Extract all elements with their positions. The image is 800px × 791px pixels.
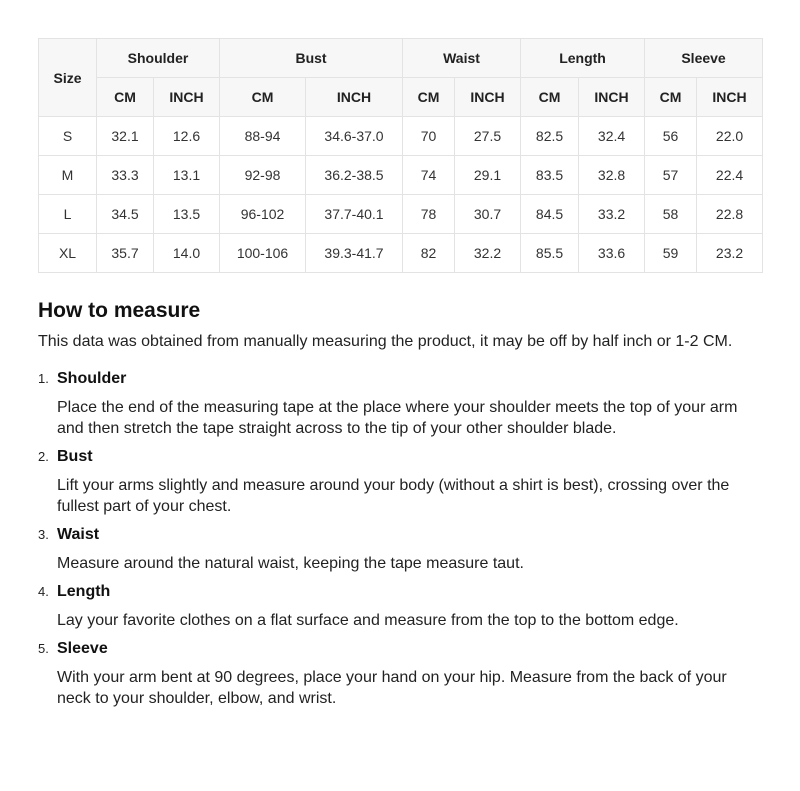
- table-cell: 58: [645, 195, 697, 234]
- table-cell: 34.6-37.0: [306, 117, 403, 156]
- step-bust: [38, 446, 764, 517]
- bust-column-header: Bust: [220, 39, 403, 78]
- size-cell: XL: [39, 234, 97, 273]
- table-row: [39, 156, 763, 195]
- unit-header: INCH: [306, 78, 403, 117]
- intro-text: This data was obtained from manually measuring the product, it may be off by half inch or 1-2 CM.: [38, 333, 733, 350]
- table-cell: 27.5: [455, 117, 521, 156]
- table-cell: 23.2: [697, 234, 763, 273]
- step-title: Length: [57, 583, 111, 600]
- unit-header: INCH: [455, 78, 521, 117]
- table-cell: 100-106: [220, 234, 306, 273]
- header-unit-row: [39, 78, 763, 117]
- table-cell: 32.4: [579, 117, 645, 156]
- unit-header: CM: [645, 78, 697, 117]
- step-description: Measure around the natural waist, keeping the tape measure taut.: [57, 555, 524, 572]
- table-row: [39, 234, 763, 273]
- step-sleeve: [38, 638, 764, 709]
- table-cell: 32.1: [97, 117, 154, 156]
- step-title: Sleeve: [57, 640, 108, 657]
- unit-header: INCH: [697, 78, 763, 117]
- table-row: [39, 195, 763, 234]
- table-cell: 35.7: [97, 234, 154, 273]
- how-to-measure-section: [38, 298, 764, 716]
- size-cell: S: [39, 117, 97, 156]
- table-cell: 37.7-40.1: [306, 195, 403, 234]
- length-column-header: Length: [521, 39, 645, 78]
- unit-header: CM: [220, 78, 306, 117]
- step-number: 3.: [38, 527, 49, 542]
- step-description: With your arm bent at 90 degrees, place your hand on your hip. Measure from the back of your neck to your shoulder, elbow, and wrist.: [57, 669, 727, 707]
- table-cell: 88-94: [220, 117, 306, 156]
- step-title: Shoulder: [57, 370, 127, 387]
- unit-header: INCH: [154, 78, 220, 117]
- table-cell: 30.7: [455, 195, 521, 234]
- unit-header: CM: [97, 78, 154, 117]
- unit-header: INCH: [579, 78, 645, 117]
- step-title: Waist: [57, 526, 100, 543]
- table-cell: 22.4: [697, 156, 763, 195]
- size-column-header: Size: [39, 39, 97, 117]
- table-cell: 33.3: [97, 156, 154, 195]
- section-heading: How to measure: [38, 299, 201, 322]
- table-cell: 32.8: [579, 156, 645, 195]
- step-number: 4.: [38, 584, 49, 599]
- step-shoulder: [38, 368, 764, 439]
- table-cell: 59: [645, 234, 697, 273]
- size-cell: L: [39, 195, 97, 234]
- waist-column-header: Waist: [403, 39, 521, 78]
- table-cell: 84.5: [521, 195, 579, 234]
- shoulder-column-header: Shoulder: [97, 39, 220, 78]
- step-description: Lay your favorite clothes on a flat surface and measure from the top to the bottom edge.: [57, 612, 679, 629]
- table-cell: 78: [403, 195, 455, 234]
- table-cell: 85.5: [521, 234, 579, 273]
- table-cell: 70: [403, 117, 455, 156]
- table-cell: 14.0: [154, 234, 220, 273]
- table-cell: 29.1: [455, 156, 521, 195]
- table-cell: 36.2-38.5: [306, 156, 403, 195]
- table-cell: 22.8: [697, 195, 763, 234]
- table-cell: 39.3-41.7: [306, 234, 403, 273]
- table-cell: 13.5: [154, 195, 220, 234]
- table-cell: 22.0: [697, 117, 763, 156]
- unit-header: CM: [403, 78, 455, 117]
- measure-steps-list: [38, 368, 764, 709]
- table-cell: 33.2: [579, 195, 645, 234]
- step-title: Bust: [57, 448, 93, 465]
- table-cell: 13.1: [154, 156, 220, 195]
- step-waist: [38, 524, 764, 574]
- table-cell: 82.5: [521, 117, 579, 156]
- table-cell: 34.5: [97, 195, 154, 234]
- step-length: [38, 581, 764, 631]
- table-row: [39, 117, 763, 156]
- step-number: 5.: [38, 641, 49, 656]
- sleeve-column-header: Sleeve: [645, 39, 763, 78]
- table-cell: 82: [403, 234, 455, 273]
- unit-header: CM: [521, 78, 579, 117]
- table-cell: 56: [645, 117, 697, 156]
- table-cell: 32.2: [455, 234, 521, 273]
- step-number: 2.: [38, 449, 49, 464]
- step-number: 1.: [38, 371, 49, 386]
- size-cell: M: [39, 156, 97, 195]
- table-cell: 74: [403, 156, 455, 195]
- table-cell: 83.5: [521, 156, 579, 195]
- table-cell: 96-102: [220, 195, 306, 234]
- table-cell: 57: [645, 156, 697, 195]
- table-cell: 12.6: [154, 117, 220, 156]
- step-description: Place the end of the measuring tape at the place where your shoulder meets the top of your arm and then stretch the tape straight across to the tip of your other shoulder blade.: [57, 399, 738, 437]
- header-group-row: [39, 39, 763, 78]
- step-description: Lift your arms slightly and measure around your body (without a shirt is best), crossing over the fullest part of your chest.: [57, 477, 730, 515]
- table-cell: 92-98: [220, 156, 306, 195]
- size-chart-table: [38, 38, 763, 273]
- table-cell: 33.6: [579, 234, 645, 273]
